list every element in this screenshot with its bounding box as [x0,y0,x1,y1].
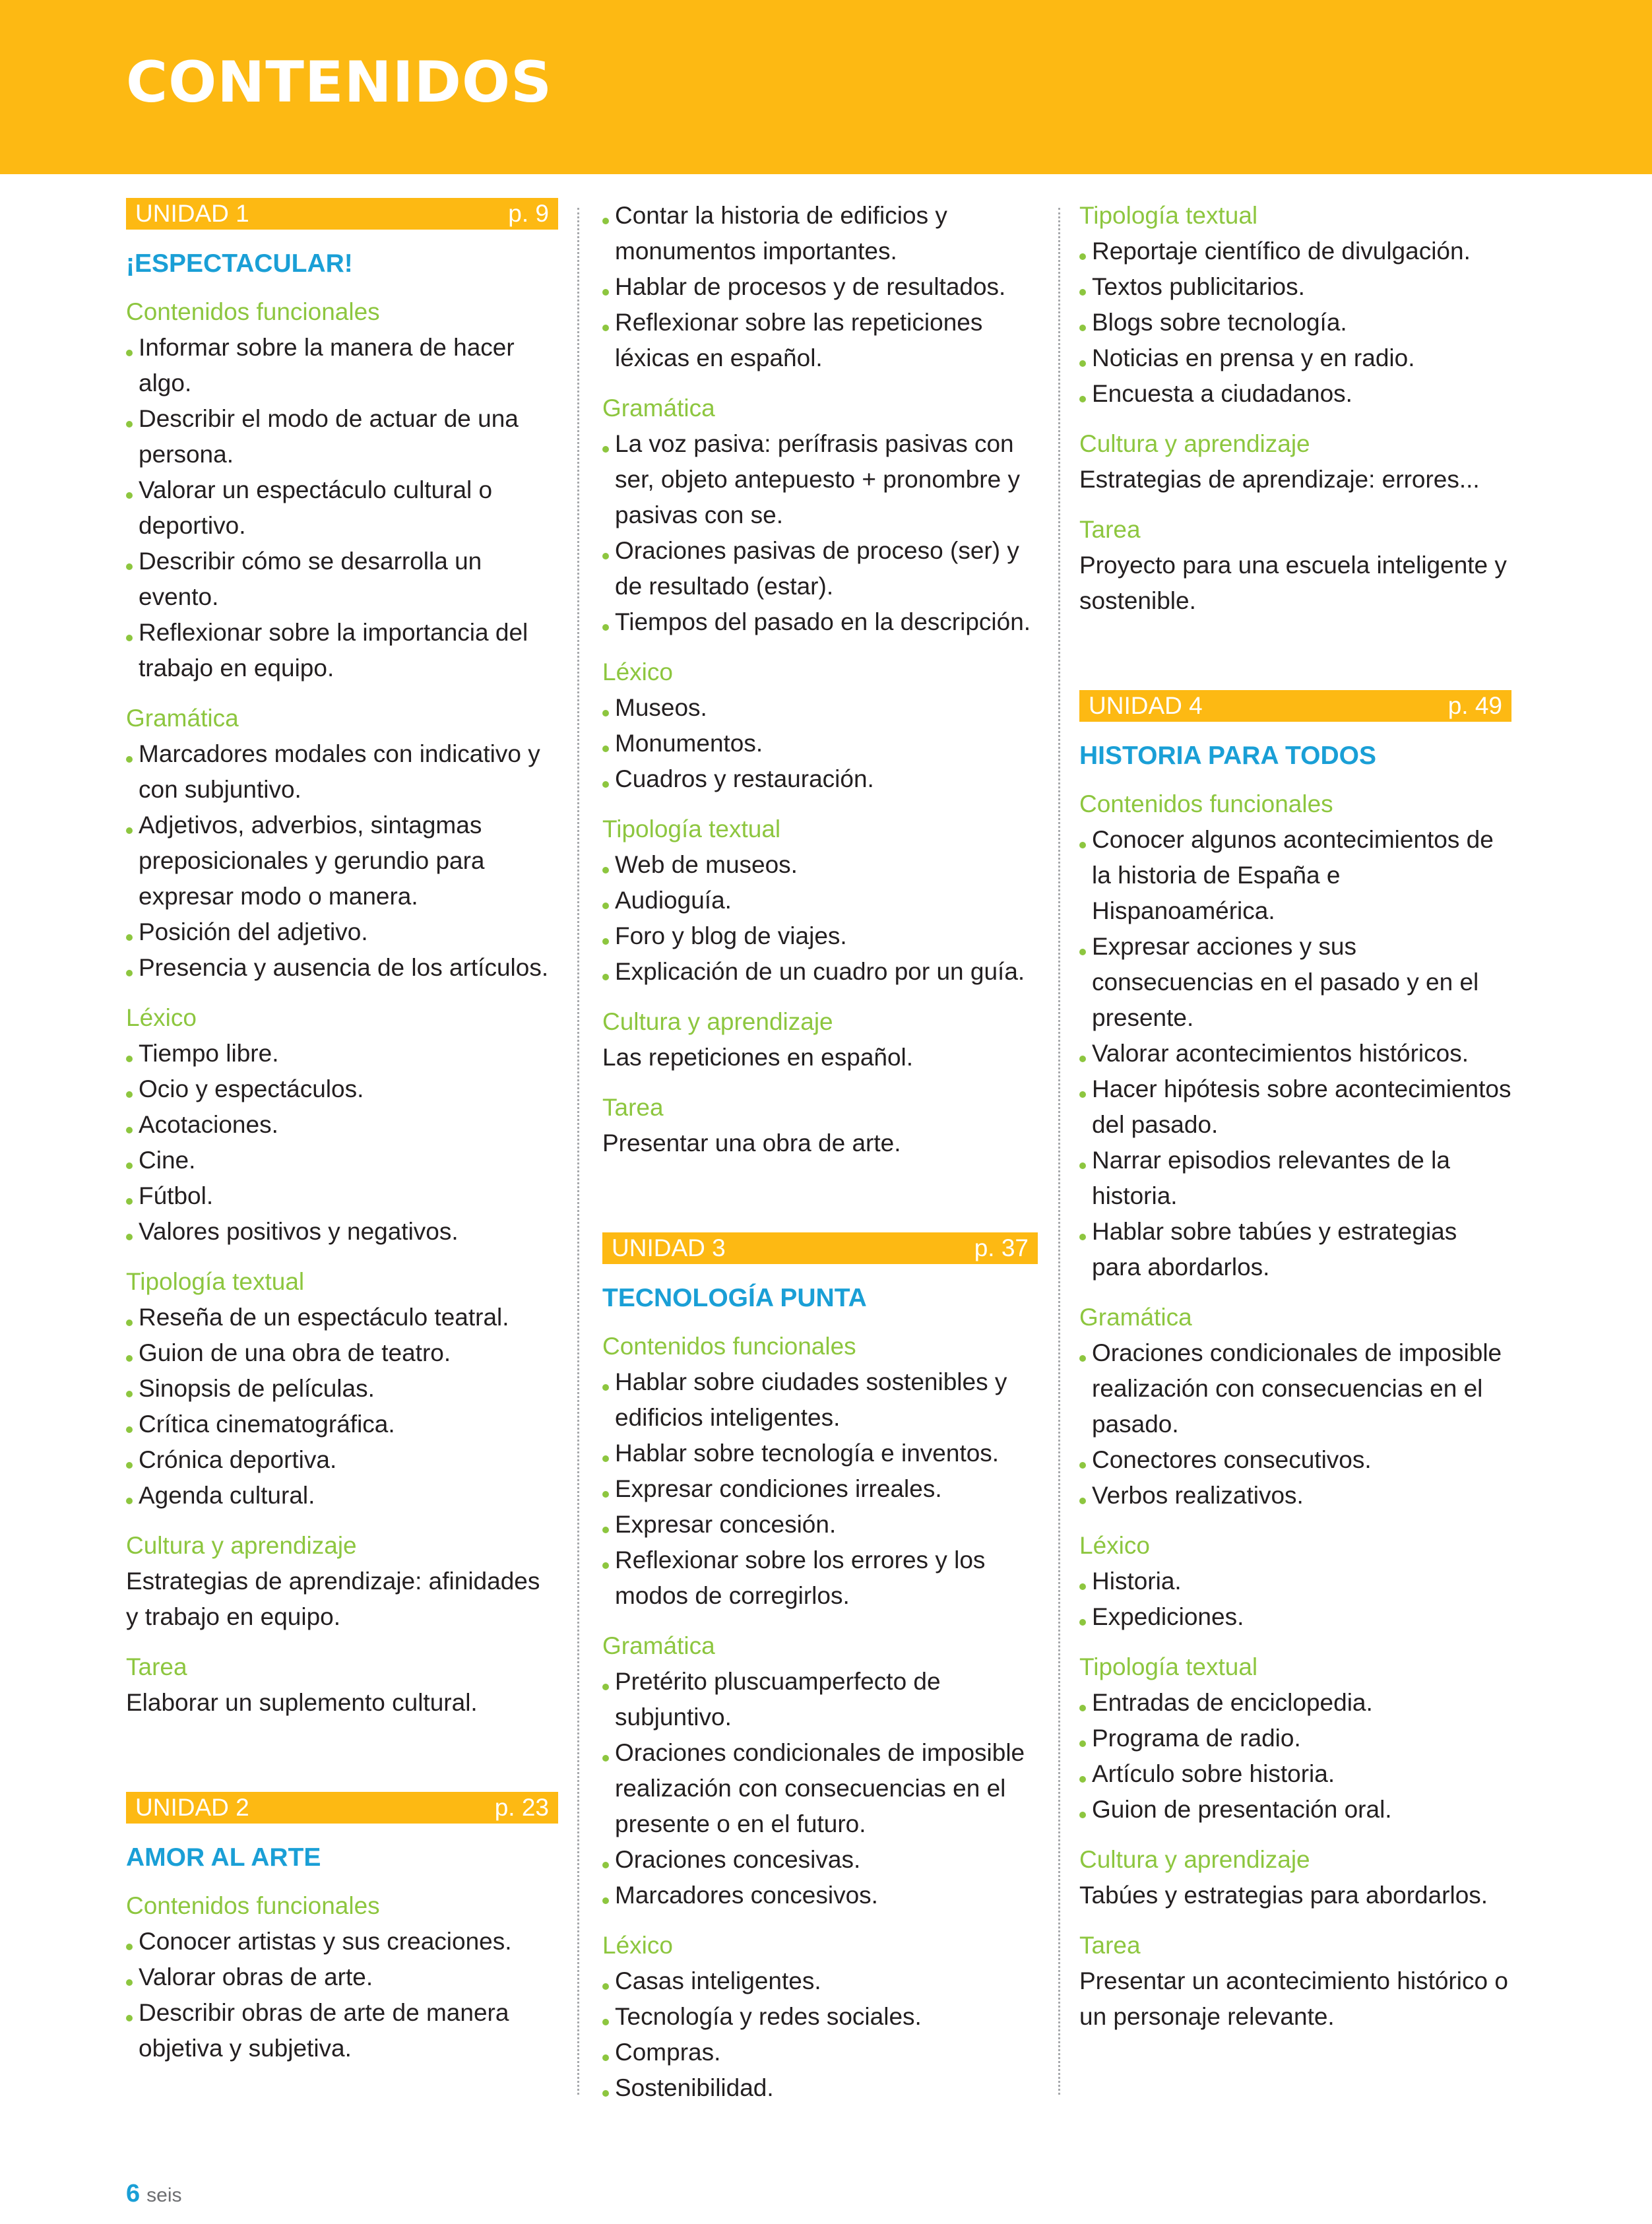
list-item: Sinopsis de películas. [126,1371,558,1407]
list-item: Compras. [602,2035,1038,2070]
unit-label: UNIDAD 2 [135,1794,249,1821]
list-item: Describir cómo se desarrolla un evento. [126,544,558,615]
section-text: Presentar una obra de arte. [602,1129,901,1157]
section-heading: Tarea [1079,516,1141,543]
list-item: Marcadores modales con indicativo y con subjuntivo. [126,736,558,808]
list-item: Entradas de enciclopedia. [1079,1685,1511,1721]
list-item: Valores positivos y negativos. [126,1214,558,1250]
list-item: Historia. [1079,1564,1511,1599]
list-item: Programa de radio. [1079,1721,1511,1756]
list-item: Hacer hipótesis sobre acontecimientos del pasado. [1079,1071,1511,1143]
list-item: Cine. [126,1143,558,1178]
section-text: Presentar un acontecimiento histórico o un personaje relevante. [1079,1967,1508,2030]
section-heading: Léxico [602,1932,673,1959]
list-item: Oraciones condicionales de imposible realización con consecuencias en el pasado. [1079,1335,1511,1442]
page-title: CONTENIDOS [126,49,553,115]
list-item: Fútbol. [126,1178,558,1214]
list-item: Agenda cultural. [126,1478,558,1513]
list-item: Conocer algunos acontecimientos de la historia de España e Hispanoamérica. [1079,822,1511,929]
list-item: Verbos realizativos. [1079,1478,1511,1513]
list-item: Guion de presentación oral. [1079,1792,1511,1827]
list-item: Valorar acontecimientos históricos. [1079,1036,1511,1071]
list-item: Guion de una obra de teatro. [126,1335,558,1371]
section-heading: Cultura y aprendizaje [1079,430,1310,457]
list-item: Presencia y ausencia de los artículos. [126,950,558,986]
section-text: Elaborar un suplemento cultural. [126,1689,478,1716]
unit-label: UNIDAD 3 [612,1234,726,1261]
list-item: Oraciones concesivas. [602,1842,1038,1878]
unit-label: UNIDAD 1 [135,200,249,227]
list-item: Encuesta a ciudadanos. [1079,376,1511,412]
list-item: Conocer artistas y sus creaciones. [126,1924,558,1959]
item-list [602,426,1038,640]
list-item: Valorar obras de arte. [126,1959,558,1995]
list-item: Narrar episodios relevantes de la historia. [1079,1143,1511,1214]
list-item: Hablar de procesos y de resultados. [602,269,1038,305]
list-item: Oraciones condicionales de imposible realización con consecuencias en el presente o en el futuro. [602,1735,1038,1842]
item-list [1079,1564,1511,1635]
list-item: Explicación de un cuadro por un guía. [602,954,1038,990]
unit-3-title: TECNOLOGÍA PUNTA [602,1284,867,1312]
section-heading: Cultura y aprendizaje [602,1008,833,1035]
list-item: Museos. [602,690,1038,726]
item-list [126,736,558,986]
section-heading: Contenidos funcionales [126,298,380,325]
item-list [1079,234,1511,412]
section-heading: Cultura y aprendizaje [1079,1846,1310,1873]
item-list [126,1924,558,2066]
list-item: La voz pasiva: perífrasis pasivas con ser, objeto antepuesto + pronombre y pasivas con se. [602,426,1038,533]
unit-label: UNIDAD 4 [1089,692,1203,719]
item-list [602,690,1038,797]
list-item: Oraciones pasivas de proceso (ser) y de resultado (estar). [602,533,1038,604]
section-heading: Gramática [602,395,715,422]
section-heading: Tarea [1079,1932,1141,1959]
list-item: Reflexionar sobre las repeticiones léxicas en español. [602,305,1038,376]
column-3 [1079,198,1511,2035]
section-text: Tabúes y estrategias para abordarlos. [1079,1882,1488,1909]
unit-1-title: ¡ESPECTACULAR! [126,249,353,278]
list-item: Reflexionar sobre los errores y los modos de corregirlos. [602,1542,1038,1614]
column-divider [577,208,579,2095]
list-item: Pretérito pluscuamperfecto de subjuntivo. [602,1664,1038,1735]
unit-page: p. 9 [508,200,549,227]
item-list [602,1963,1038,2106]
item-list [126,330,558,686]
section-heading: Contenidos funcionales [1079,790,1333,817]
list-item: Contar la historia de edificios y monumentos importantes. [602,198,1038,269]
unit-2-title: AMOR AL ARTE [126,1843,321,1872]
unit-page: p. 49 [1447,692,1502,719]
list-item: Expresar condiciones irreales. [602,1471,1038,1507]
section-text: Estrategias de aprendizaje: afinidades y trabajo en equipo. [126,1568,540,1630]
unit-3-bar[interactable] [602,1232,1038,1264]
column-2 [602,198,1038,2106]
list-item: Sostenibilidad. [602,2070,1038,2106]
list-item: Cuadros y restauración. [602,761,1038,797]
section-heading: Cultura y aprendizaje [126,1532,357,1559]
section-heading: Léxico [126,1004,197,1031]
list-item: Foro y blog de viajes. [602,918,1038,954]
list-item: Expediciones. [1079,1599,1511,1635]
section-heading: Contenidos funcionales [602,1333,856,1360]
list-item: Marcadores concesivos. [602,1878,1038,1913]
list-item: Hablar sobre tabúes y estrategias para abordarlos. [1079,1214,1511,1285]
unit-4-title: HISTORIA PARA TODOS [1079,742,1376,770]
item-list [126,1300,558,1513]
item-list [1079,1335,1511,1513]
section-heading: Gramática [602,1632,715,1659]
section-text: Estrategias de aprendizaje: errores... [1079,466,1480,493]
unit-1-bar[interactable] [126,198,558,230]
column-divider [1058,208,1060,2095]
page-number: 6 [126,2180,141,2208]
section-heading: Gramática [1079,1304,1192,1331]
section-text: Las repeticiones en español. [602,1044,914,1071]
list-item: Crítica cinematográfica. [126,1407,558,1442]
list-item: Reseña de un espectáculo teatral. [126,1300,558,1335]
page-footer [126,2180,182,2209]
list-item: Tiempo libre. [126,1036,558,1071]
list-item: Audioguía. [602,883,1038,918]
section-text: Proyecto para una escuela inteligente y sostenible. [1079,552,1507,614]
item-list [126,1036,558,1250]
section-heading: Tarea [126,1653,187,1680]
list-item: Blogs sobre tecnología. [1079,305,1511,340]
item-list [602,847,1038,990]
section-heading: Tipología textual [1079,1653,1258,1680]
section-heading: Léxico [1079,1532,1150,1559]
unit-2-bar[interactable] [126,1792,558,1824]
item-list [1079,1685,1511,1827]
section-heading: Tipología textual [1079,202,1258,229]
list-item: Textos publicitarios. [1079,269,1511,305]
unit-page: p. 23 [494,1794,549,1821]
list-item: Tecnología y redes sociales. [602,1999,1038,2035]
list-item: Reflexionar sobre la importancia del trabajo en equipo. [126,615,558,686]
list-item: Adjetivos, adverbios, sintagmas preposicionales y gerundio para expresar modo o manera. [126,808,558,914]
header-banner [0,0,1652,174]
list-item: Artículo sobre historia. [1079,1756,1511,1792]
list-item: Hablar sobre ciudades sostenibles y edificios inteligentes. [602,1364,1038,1436]
unit-4-bar[interactable] [1079,690,1511,722]
list-item: Posición del adjetivo. [126,914,558,950]
list-item: Describir el modo de actuar de una persona. [126,401,558,472]
list-item: Crónica deportiva. [126,1442,558,1478]
list-item: Conectores consecutivos. [1079,1442,1511,1478]
list-item: Ocio y espectáculos. [126,1071,558,1107]
section-heading: Tarea [602,1094,664,1121]
section-heading: Contenidos funcionales [126,1892,380,1919]
column-1 [126,198,558,2066]
item-list [602,1364,1038,1614]
list-item: Reportaje científico de divulgación. [1079,234,1511,269]
list-item: Acotaciones. [126,1107,558,1143]
item-list [602,1664,1038,1913]
list-item: Expresar concesión. [602,1507,1038,1542]
item-list [1079,822,1511,1285]
list-item: Hablar sobre tecnología e inventos. [602,1436,1038,1471]
list-item: Describir obras de arte de manera objetiva y subjetiva. [126,1995,558,2066]
list-item: Expresar acciones y sus consecuencias en el pasado y en el presente. [1079,929,1511,1036]
section-heading: Tipología textual [602,815,781,842]
unit-page: p. 37 [974,1234,1029,1261]
item-list [602,198,1038,376]
page-number-word: seis [146,2184,182,2206]
list-item: Tiempos del pasado en la descripción. [602,604,1038,640]
section-heading: Léxico [602,658,673,685]
list-item: Noticias en prensa y en radio. [1079,340,1511,376]
section-heading: Gramática [126,705,239,732]
list-item: Informar sobre la manera de hacer algo. [126,330,558,401]
list-item: Monumentos. [602,726,1038,761]
section-heading: Tipología textual [126,1268,305,1295]
list-item: Web de museos. [602,847,1038,883]
list-item: Casas inteligentes. [602,1963,1038,1999]
list-item: Valorar un espectáculo cultural o deportivo. [126,472,558,544]
